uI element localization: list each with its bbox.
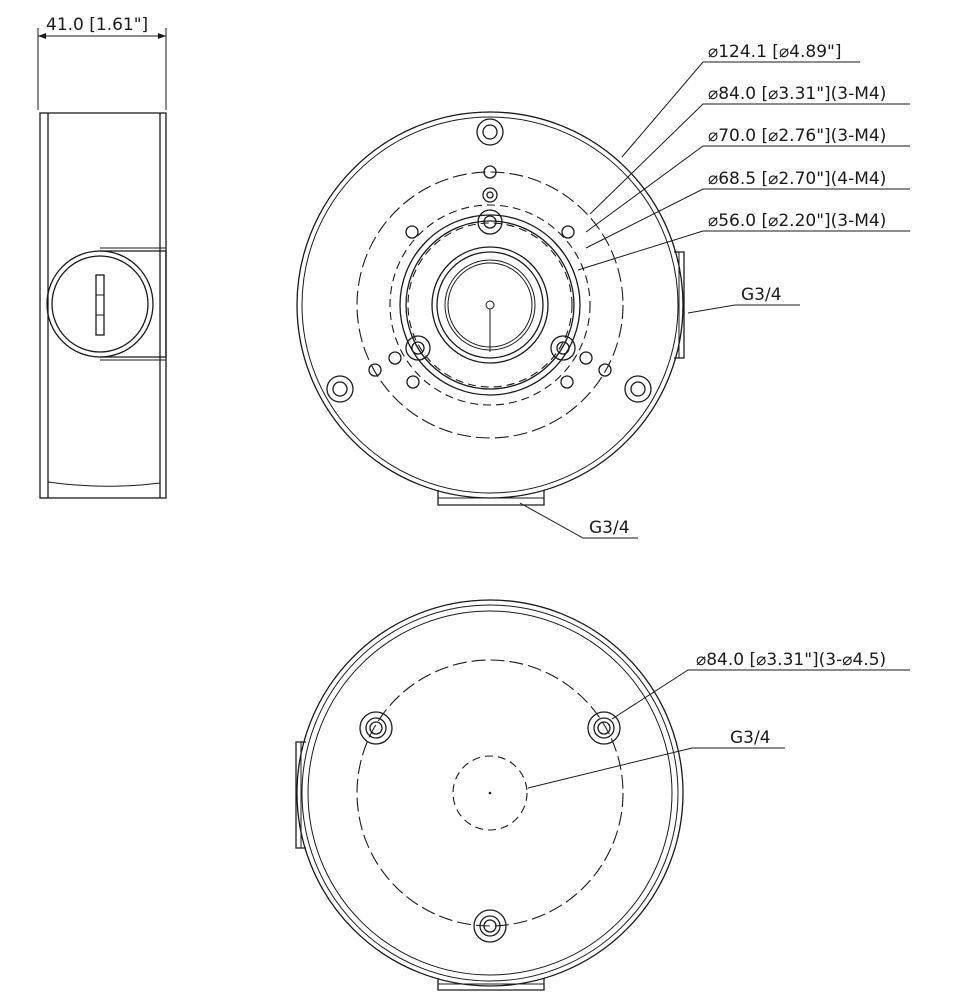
- bolt-circle-70-callout: ⌀70.0 [⌀2.76"](3-M4): [708, 126, 887, 146]
- bolt-circle-68-callout: ⌀68.5 [⌀2.70"](4-M4): [708, 169, 887, 189]
- back-view: [296, 600, 910, 990]
- outer-diameter-callout: ⌀124.1 [⌀4.89"]: [708, 42, 842, 62]
- bottom-port-label: G3/4: [589, 518, 630, 538]
- center-port-label: G3/4: [730, 728, 771, 748]
- front-view: [297, 42, 910, 538]
- bolt-circle-56-callout: ⌀56.0 [⌀2.20"](3-M4): [708, 211, 887, 231]
- side-view: [38, 15, 166, 498]
- right-port-label: G3/4: [741, 285, 782, 305]
- bolt-circle-84-callout: ⌀84.0 [⌀3.31"](3-M4): [708, 84, 887, 104]
- mounting-holes-callout: ⌀84.0 [⌀3.31"](3-⌀4.5): [696, 650, 887, 670]
- width-dimension-label: 41.0 [1.61"]: [46, 15, 149, 35]
